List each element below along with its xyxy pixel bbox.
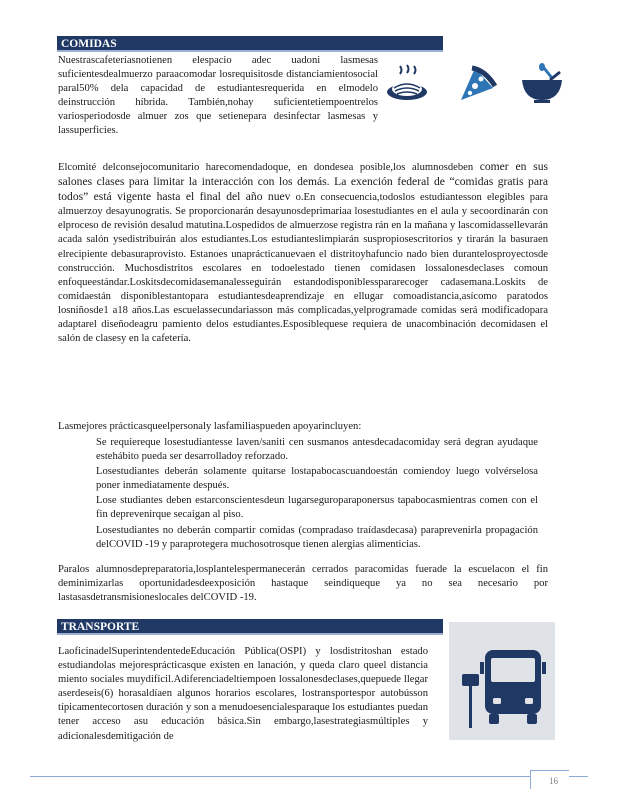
page-number: 16	[549, 776, 558, 786]
list-item	[58, 465, 538, 493]
paragraph-transport: LaoficinadelSuperintendentedeEducación Pública(OSPI) y losdistritoshan estado estudiandolas mejoresprácticasque existen en lanación, y queda claro queel distancia miento sociales muydifícil.Adiferenciadeltiempoen lossalonesdeclases,quepuede llegar aserdeseis(6) horasaldíaen algunos horarios escolares, lostransportespor autobússon típicamentecortosen duración y son a menudoesencialesparaque los estudiantes puedan tener acceso asu educación básica.Sin embargo,lasestrategiasmúltiples y adicionalesdemitigación de	[58, 646, 428, 742]
list-item-text: Losestudiantes no deberán compartir comidas (compradaso traídasdecasa) paraprevenirla propagación delCOVID -19 y paraprotegera muchosotrosque tienen alergias alimenticias.	[96, 524, 538, 550]
paragraph-sentence: o.En consecuencia,todoslos estudiantesson elegibles para almuerzoy desayunogratis. Se proporcionarán desayunosdeprimariaa losestudiantes en el aula y secoordinarán con elproceso de revisión desalud matutina.Lospedidos de almuerzose registra rán en la mañana y lascomidassellevarán acada salón ysedistribuirán alos estudiantes.Los estudianteslimpiarán suspropiosescritorios y tirarán la basuraen elrecipiente debasuraprovisto. Estanoes unaprácticanuevaen el distritoyhafuncio nado bien durantelosproyectosde construcción. Muchosdistritos escolares en todoelestado tienen comidasen lossalonesdeclases comoun enfoqueestándar.Loskitsdecomidasemanalesseguirán estandodisponiblesspararecoger cadasemana.Loskits de comidaestán disponiblestantopara estudiantesdeaprendizaje en ellugar comoadistancia,asícomo paratodos losniñosde1 a18 años.Las escuelassecundariasson más complicadas,yelprogramade comidas será modificadopara adaptarel diseñodeagru pamiento delos estudiantes.Esposiblequese requiera de unacombinación decomidasen el salón de clasesy en la cafetería.	[58, 192, 548, 345]
bus-icon	[449, 622, 555, 740]
list-item	[58, 436, 538, 464]
list-item-text: Losestudiantes deberán solamente quitarse lostapabocascuandoestán comiendoy luego volvérselosa poner inmediatamente después.	[96, 466, 538, 492]
section-header-comidas	[57, 36, 443, 52]
spaghetti-icon	[385, 62, 429, 106]
bus-image-panel	[449, 622, 555, 740]
best-practices-list	[58, 436, 538, 553]
food-icons	[385, 62, 575, 112]
list-item	[58, 524, 538, 552]
list-item-text: Lose studiantes deben estarconscientesdeun lugarseguroparaponersus tapabocasmientras comen con el fin deprevenirque secaigan al piso.	[96, 495, 538, 521]
footer-rule	[30, 776, 588, 777]
best-practices-intro: Lasmejores prácticasqueelpersonaly lasfamiliaspueden apoyarincluyen:	[58, 421, 362, 432]
section-title: TRANSPORTE	[61, 621, 140, 633]
bowl-spoon-icon	[520, 62, 564, 106]
paragraph-cafeteria-space: Nuestrascafeteríasnotienen elespacio adec uadoni lasmesas suficientesdealmuerzo paraacomodar losrequisitosde distanciamientosocial paral50% dela capacidad de estudiantesrequerida en elmodelo deinstrucción híbrida. También,nohay suficientetiempoentrelos variosperiodosde almuer zos que setienepara desinfectar lasmesas y lassuperficies.	[58, 55, 378, 137]
paragraph-sentence-highlight: comer en sus salones clases para limitar la interacción con los demás. La exención federal de “comidas gratis para todos” está vigente hasta el final del año nuev	[58, 160, 548, 204]
paragraph-high-school: Paralos alumnosdepreparatoria,losplantelespermanecerán cerrados paracomidas fuerade la escuelacon el fin deminimizarlas oportunidadesdeexposición hastaque seindiqueque ya no sea necesario por lastasasdetransmisioneslocales delCOVID -19.	[58, 564, 548, 604]
list-item-text: Se requiereque losestudiantesse laven/saniti cen susmanos antesdecadacomiday será degran ayudaque estehábito pueda ser desarrolladoy reforzado.	[96, 437, 538, 463]
pizza-slice-icon	[455, 62, 499, 106]
section-header-transporte	[57, 619, 443, 635]
paragraph-classroom-meals	[58, 160, 548, 346]
paragraph-sentence: Elcomité delconsejocomunitario harecomendadoque, en dondesea posible,los alumnosdeben	[58, 162, 474, 173]
list-item	[58, 494, 538, 522]
section-title: COMIDAS	[61, 38, 117, 50]
